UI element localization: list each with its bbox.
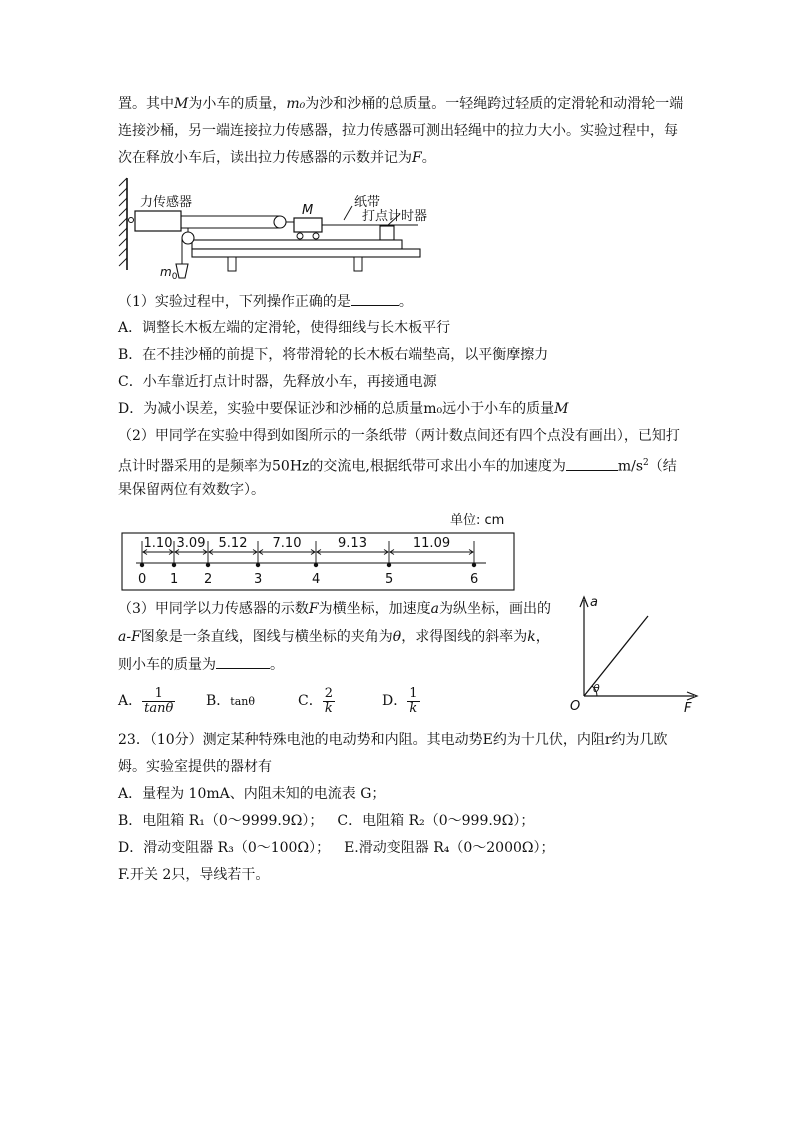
sand-bucket — [176, 264, 188, 278]
segment-length-label: 11.09 — [412, 536, 451, 551]
paper-tape-label: 纸带 — [354, 195, 381, 210]
bucket-label: $m_0$ — [160, 265, 178, 282]
unit-label: 单位: cm — [450, 513, 505, 528]
q1-option-a: A．调整长木板左端的定滑轮，使得细线与长木板平行 — [118, 320, 451, 336]
y-axis-label: a — [590, 595, 598, 610]
cart — [294, 218, 322, 232]
q23-line-5: D．滑动变阻器 R₃（0～100Ω）； E.滑动变阻器 R₄（0～2000Ω）； — [118, 840, 555, 856]
counting-point-dot — [140, 563, 144, 567]
tape-marks — [136, 536, 486, 587]
x-axis-label: F — [684, 701, 692, 716]
counting-point-dot — [314, 563, 318, 567]
cart-label: M — [302, 203, 314, 218]
intro-line-2: 连接沙桶，另一端连接拉力传感器，拉力传感器可测出轻绳中的拉力大小。实验过程中，每 — [118, 123, 678, 139]
cart-wheel-icon — [313, 233, 319, 239]
wall-hook — [129, 218, 134, 223]
answer-blank[interactable] — [566, 456, 618, 471]
q23-line-3: A．量程为 10mA、内阻未知的电流表 G； — [118, 786, 386, 802]
apparatus-diagram — [118, 176, 438, 284]
q1-stem: （1）实验过程中，下列操作正确的是 。 — [118, 291, 413, 312]
angle-label: θ — [593, 682, 600, 695]
table-leg — [354, 257, 362, 271]
a-f-graph — [566, 592, 702, 716]
q3-option-a: A． $\frac{1}{\tan\theta}$ — [118, 685, 174, 716]
fixed-pulley-icon — [182, 232, 194, 244]
segment-length-label: 3.09 — [176, 536, 206, 551]
cart-wheel-icon — [297, 233, 303, 239]
intro-line-3: 次在释放小车后，读出拉力传感器的示数并记为F。 — [118, 150, 436, 166]
origin-label: O — [570, 699, 581, 714]
q1-option-b: B．在不挂沙桶的前提下，将带滑轮的长木板右端垫高，以平衡摩擦力 — [118, 347, 549, 363]
timer — [380, 226, 394, 240]
counting-point-label: 6 — [470, 572, 479, 587]
counting-point-label: 4 — [312, 572, 321, 587]
answer-blank[interactable] — [351, 291, 399, 306]
counting-point-dot — [256, 563, 260, 567]
q3-option-b: B．tanθ — [206, 693, 255, 709]
counting-point-dot — [172, 563, 176, 567]
q3-option-d: D． $\frac{1}{k}$ — [382, 685, 418, 716]
counting-point-label: 5 — [385, 572, 394, 587]
q3-options — [118, 684, 558, 718]
answer-blank[interactable] — [216, 654, 270, 669]
segment-length-label: 7.10 — [272, 536, 302, 551]
counting-point-label: 2 — [204, 572, 213, 587]
q1-option-d: D．为减小误差，实验中要保证沙和沙桶的总质量m₀远小于小车的质量M — [118, 401, 569, 417]
segment-length-label: 9.13 — [338, 536, 367, 551]
q3-line-2: a-F图象是一条直线，图线与横坐标的夹角为θ，求得图线的斜率为k， — [118, 629, 550, 645]
segment-length-label: 1.10 — [143, 536, 173, 551]
counting-point-label: 3 — [254, 572, 263, 587]
segment-length-label: 5.12 — [218, 536, 248, 551]
q23-line-2: 姆。实验室提供的器材有 — [118, 759, 272, 775]
q3-line-3: 则小车的质量为 。 — [118, 654, 284, 675]
force-sensor-label: 力传感器 — [140, 195, 193, 210]
q2-line-2: 点计时器采用的是频率为50Hz的交流电,根据纸带可求出小车的加速度为 $m/s^2$（结 — [118, 453, 677, 477]
q2-line-3: 果保留两位有效数字）。 — [118, 482, 265, 498]
timer-label: 打点计时器 — [362, 209, 428, 224]
q23-line-1: 23．（10分）测定某种特殊电池的电动势和内阻。其电动势E约为十几伏，内阻r约为几欧 — [118, 732, 668, 748]
wall-hatching — [119, 178, 127, 266]
force-sensor — [135, 211, 181, 231]
q2-line-1: （2）甲同学在实验中得到如图所示的一条纸带（两计数点间还有四个点没有画出），已知打 — [118, 428, 680, 444]
counting-point-label: 1 — [170, 572, 179, 587]
intro-line-1: 置。其中M为小车的质量，m₀为沙和沙桶的总质量。一轻绳跨过轻质的定滑轮和动滑轮一端 — [118, 96, 684, 112]
q3-line-1: （3）甲同学以力传感器的示数F为横坐标，加速度a为纵坐标，画出的 — [118, 601, 551, 617]
q23-line-6: F.开关 2只，导线若干。 — [118, 867, 270, 883]
counting-point-dot — [472, 563, 476, 567]
counting-point-dot — [206, 563, 210, 567]
counting-point-dot — [387, 563, 391, 567]
table-leg — [228, 257, 236, 271]
counting-point-label: 0 — [138, 572, 147, 587]
q3-option-c: C． $\frac{2}{k}$ — [298, 685, 333, 716]
table-top — [192, 249, 420, 257]
q23-line-4: B．电阻箱 R₁（0～9999.9Ω）； C．电阻箱 R₂（0～999.9Ω）； — [118, 813, 535, 829]
movable-pulley-icon — [274, 216, 286, 228]
q1-option-c: C．小车靠近打点计时器，先释放小车，再接通电源 — [118, 374, 437, 390]
tape-diagram — [118, 507, 518, 593]
long-board — [192, 240, 402, 249]
